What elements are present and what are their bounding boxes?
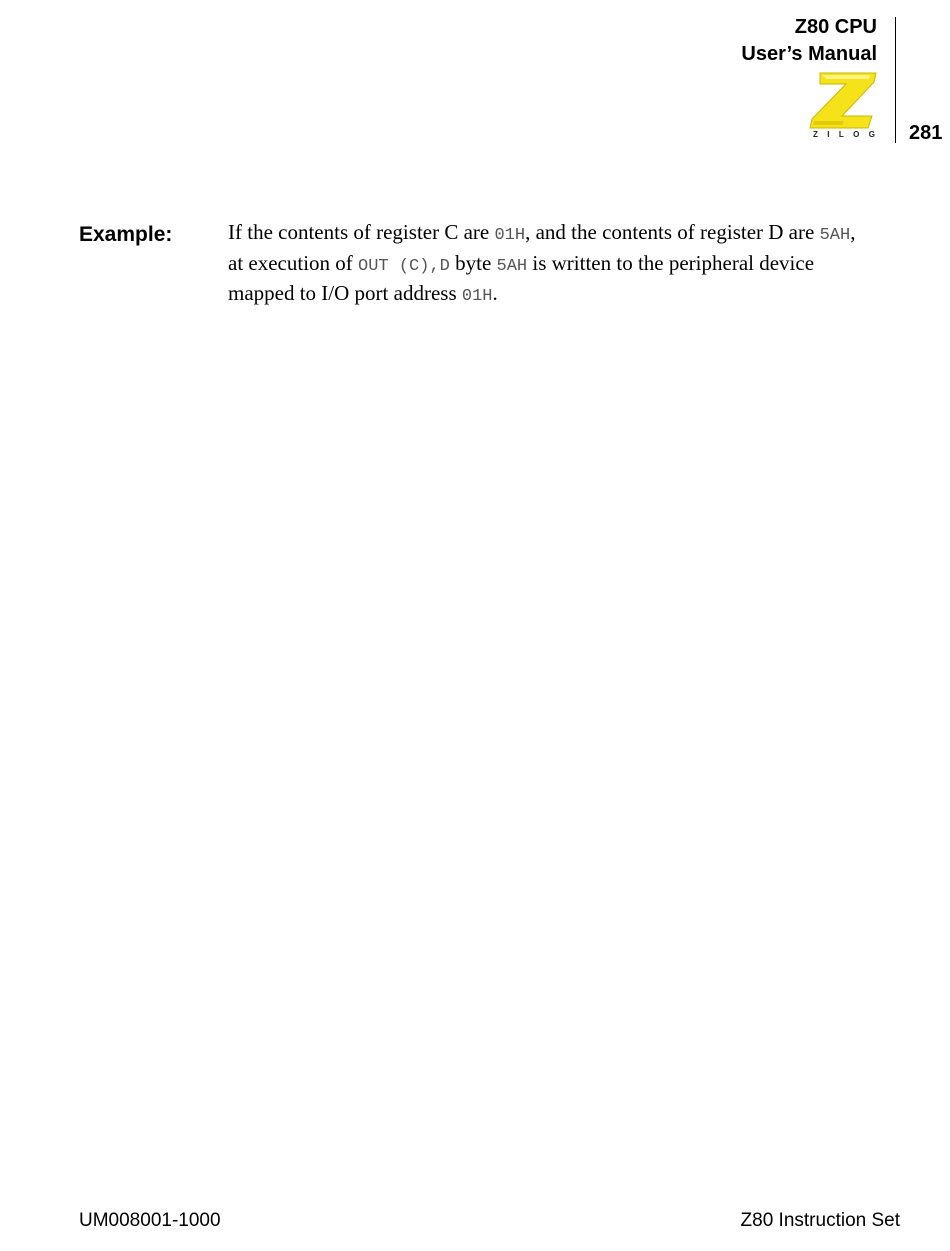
code-value: 01H [494,226,526,245]
page-number: 281 [909,122,943,144]
manual-title-line-1: Z80 CPU [794,16,877,38]
zilog-logo-text [808,130,880,139]
example-line-3 [228,280,908,311]
logo-letter: Z [813,130,818,139]
text-run: is written to the peripheral device [527,250,815,275]
text-run: byte [449,250,497,275]
example-line-1 [228,219,908,250]
logo-letter: O [853,130,860,139]
logo-letter: I [827,130,830,139]
code-value: 5AH [496,256,528,276]
footer-section: Z80 Instruction Set [740,1210,900,1231]
logo-letter: L [838,130,844,139]
manual-title [741,14,877,68]
manual-title-line-2: User’s Manual [741,43,877,65]
text-run: at execution of [228,250,359,275]
text-run: If the contents of register C are [228,220,495,244]
example-paragraph [228,219,908,311]
code-instruction: OUT (C),D [358,256,450,276]
example-line-2 [228,250,908,281]
text-run: , [850,220,856,244]
logo-letter: G [868,130,875,139]
text-run: , and the contents of register D are [525,220,820,244]
zilog-logo [808,70,880,144]
text-run: . [492,281,498,305]
code-value: 5AH [819,226,851,245]
example-label: Example: [79,223,173,246]
footer-doc-id: UM008001-1000 [79,1210,221,1231]
header-divider [895,17,896,143]
code-value: 01H [461,287,493,306]
zilog-z-icon [808,70,880,130]
text-run: mapped to I/O port address [228,281,462,305]
